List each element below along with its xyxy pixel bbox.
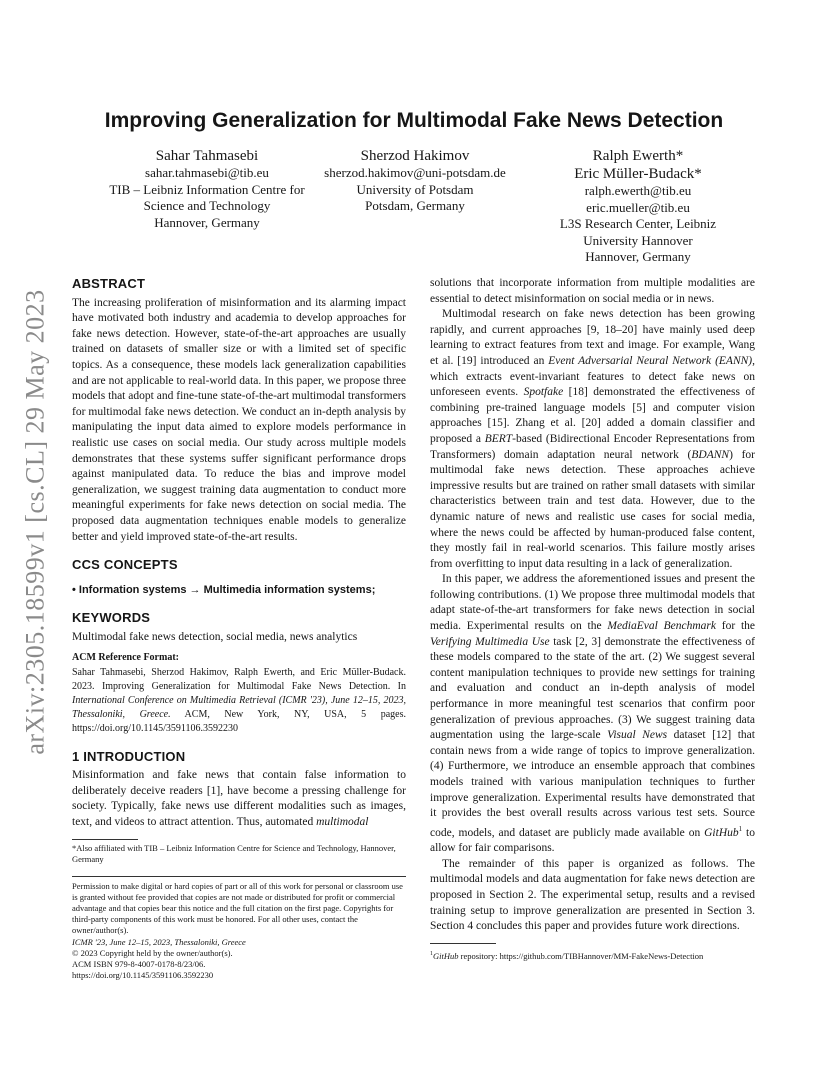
author-email: ralph.ewerth@tib.eu bbox=[584, 183, 692, 198]
author-name: Eric Müller-Budack* bbox=[574, 166, 702, 182]
author-affiliation: Science and Technology bbox=[143, 198, 271, 213]
abstract-text: The increasing proliferation of misinformation and its alarming impact have motivated both industry and academia to develop approaches for fake news detection. However, state-of-the-art approaches are usually trained on datasets of smaller size or with a limited set of specific topics. As a consequence, these models lack generalization capabilities and are not applicable to real-world data. In this paper, we propose three models that adopt and fine-tune state-of-the-art multimodal transformers for multimodal fake news detection. We conduct an in-depth analysis by manipulating the input data aimed to explore models performance in realistic use cases on social media. Our study across multiple models demonstrates that these systems suffer significant performance drops against manipulated data. To reduce the bias and improve model generalization, we suggest training data augmentation to conduct more meaningful experiments for fake news detection on social media. The proposed data augmentation techniques enable models to generalize better and yield improved state-of-the-art results. bbox=[72, 296, 406, 543]
author-location: Hannover, Germany bbox=[154, 214, 260, 230]
arxiv-id: arXiv:2305.18599v1 [cs.CL] 29 May 2023 bbox=[21, 289, 50, 755]
intro-paragraph-1-cont: solutions that incorporate information from multiple modalities are essential to detect misinformation on social media or in news. bbox=[430, 277, 755, 305]
author-affiliation: TIB – Leibniz Information Centre for bbox=[109, 181, 305, 197]
author-affiliation: L3S Research Center, Leibniz bbox=[559, 216, 717, 231]
author-block-1 bbox=[92, 147, 322, 231]
left-column bbox=[72, 276, 406, 981]
isbn-line: ACM ISBN 979-8-4007-0178-8/23/06. bbox=[72, 959, 206, 970]
keywords-heading: KEYWORDS bbox=[72, 610, 151, 626]
footnote-rule bbox=[72, 839, 138, 840]
copyright-line: © 2023 Copyright held by the owner/author(s). bbox=[72, 947, 233, 958]
intro-paragraph-4: The remainder of this paper is organized as follows. The multimodal models and data augmentation for fake news detection are proposed in Section 2. The experimental setup, results and a revised training setup to improve generalization are presented in Section 3. Section 4 concludes this paper and provides future work directions. bbox=[430, 857, 755, 933]
intro-paragraph-3: In this paper, we address the aforementioned issues and present the following contributions. (1) We propose three multimodal models that adapt state-of-the-art transformers for fake news detection in social media. Experimental results on the MediaEval Benchmark for the Verifying Multimedia Use task [2, 3] demonstrate the effectiveness of these models compared to the state of the art. (2) We suggest several content manipulation techniques to provide new settings for training and evaluation and conduct an in-depth analysis of model performance in more meaningful test scenarios that confirm poor generalization of previous approaches. (3) We suggest training data augmentation using the large-scale Visual News dataset [12] that contain news from a wide range of topics to improve generalization. (4) Furthermore, we introduce an ensemble approach that combines models trained with various manipulation techniques to further improve generalization. Experimental results have demonstrated that it provides the best overall results across various test sets. Source code, models, and dataset are publicly made available on GitHub$^1$ to allow for fair comparisons. bbox=[430, 573, 755, 855]
ccs-heading: CCS CONCEPTS bbox=[72, 557, 178, 573]
venue-line: ICMR '23, June 12–15, 2023, Thessaloniki, Greece bbox=[72, 936, 246, 947]
author-name: Sherzod Hakimov bbox=[360, 148, 470, 164]
author-location: Hannover, Germany bbox=[585, 249, 691, 264]
intro-heading: 1 INTRODUCTION bbox=[72, 748, 186, 764]
ccs-text: • Information systems → Multimedia information systems; bbox=[72, 583, 376, 596]
github-footnote-text: $^1$GitHub repository: https://github.com/TIBHannover/MM-FakeNews-Detection bbox=[430, 950, 704, 961]
affiliation-footnote: *Also affiliated with TIB – Leibniz Information Centre for Science and Technology, Hannover, Germany bbox=[72, 842, 396, 865]
keywords-text: Multimodal fake news detection, social media, news analytics bbox=[72, 630, 358, 643]
acm-reference: ACM Reference Format: Sahar Tahmasebi, Sherzod Hakimov, Ralph Ewerth, and Eric Müller-Budack. 2023. Improving Generalization for Multimodal Fake News Detection. In International Conference on Multimedia Retrieval (ICMR '23), June 12–15, 2023, Thessaloniki, Greece. ACM, New York, NY, USA, 5 pages. https://doi.org/10.1145/3591106.3592230 bbox=[72, 652, 406, 735]
permission-text: Permission to make digital or hard copies of part or all of this work for personal or classroom use is granted without fee provided that copies are not made or distributed for profit or commercial advantage and that copies bear this notice and the full citation on the first page. Copyrights for third-party components of this work must be honored. For all other uses, contact the owner/author(s). bbox=[72, 880, 403, 936]
intro-paragraph-1: Misinformation and fake news that contain false information to deliberately deceive readers [1], have become a pressing challenge for society. Typically, fake news use different modalities such as images, text, and videos to attract attention. Thus, automated multimodal bbox=[72, 769, 406, 829]
abstract-heading: ABSTRACT bbox=[72, 276, 146, 291]
author-affiliation: University Hannover bbox=[583, 232, 693, 248]
author-email: sahar.tahmasebi@tib.eu bbox=[145, 165, 269, 180]
author-location: Potsdam, Germany bbox=[365, 198, 465, 213]
author-affiliation: University of Potsdam bbox=[356, 181, 474, 197]
author-name: Ralph Ewerth* bbox=[592, 148, 684, 164]
github-footnote bbox=[430, 943, 755, 962]
author-email: eric.mueller@tib.eu bbox=[586, 199, 690, 215]
author-email: sherzod.hakimov@uni-potsdam.de bbox=[324, 165, 506, 180]
author-block-2 bbox=[300, 147, 530, 215]
author-name: Sahar Tahmasebi bbox=[155, 148, 259, 164]
paper-title: Improving Generalization for Multimodal Fake News Detection bbox=[104, 109, 724, 132]
doi-line: https://doi.org/10.1145/3591106.3592230 bbox=[72, 970, 214, 981]
permission-block bbox=[72, 876, 406, 982]
author-block-3 bbox=[523, 147, 753, 266]
right-column bbox=[430, 276, 755, 935]
acm-reference-label: ACM Reference Format: bbox=[72, 652, 179, 664]
arxiv-stamp bbox=[22, 282, 50, 762]
intro-paragraph-2: Multimodal research on fake news detection has been growing rapidly, and current approaches [9, 18–20] have mainly used deep learning to extract features from text and image. For example, Wang et al. [19] introduced an Event Adversarial Neural Network (EANN), which extracts event-invariant features to detect fake news on unforeseen events. Spotfake [18] demonstrated the effectiveness of combining pre-trained language models [5] and computer vision approaches [15]. Zhang et al. [20] added a domain classifier and proposed a BERT-based (Bidirectional Encoder Representations from Transformers) domain adaptation neural network (BDANN) for multimodal fake news detection. These approaches achieve impressive results but are trained on rather small datasets with similar characteristics between train and test data. However, due to the dynamic nature of news and realistic use cases for social media, where the news could be affected by human-produced false content, they mostly fail in real-world scenarios. This failure mostly arises from overfitting to input data resulting in a lack of generalization. bbox=[430, 308, 756, 570]
